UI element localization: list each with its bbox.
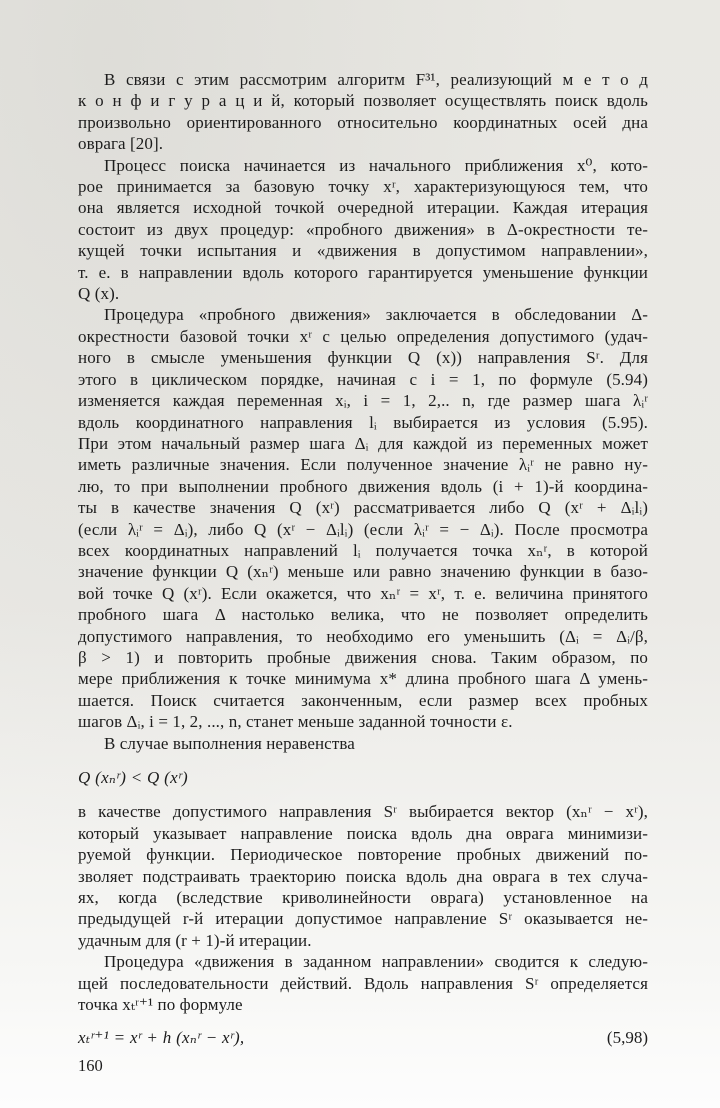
text-line: всех координатных направлений lᵢ получается точка xₙʳ, в которой — [78, 540, 648, 560]
text-line: удачным для (r + 1)-й итерации. — [78, 930, 312, 950]
text-line: В случае выполнения неравенства — [104, 733, 355, 753]
formula-expression: xₜʳ⁺¹ = xʳ + h (xₙʳ − xʳ), — [78, 1028, 245, 1048]
text-line: мере приближения к точке минимума x* длина пробного шага Δ умень- — [78, 669, 648, 689]
text-line: ях, когда (вследствие криволинейности оврага) установленное на — [78, 888, 648, 908]
paragraph — [78, 304, 648, 732]
text-line: она является исходной точкой очередной итерации. Каждая итерация — [78, 198, 648, 218]
paragraph — [78, 801, 648, 951]
text-line: ты в качестве значения Q (xʳ) рассматривается либо Q (xʳ + Δᵢlᵢ) — [78, 498, 648, 518]
text-line: В связи с этим рассмотрим алгоритм F³¹, реализующий м е т о д — [104, 70, 648, 89]
text-line: оврага [20]. — [78, 134, 164, 154]
text-line: вой точке Q (xʳ). Если окажется, что xₙʳ = xʳ, т. е. величина принятого — [78, 583, 648, 603]
text-line: Q (x). — [78, 284, 120, 304]
text-line: окрестности базовой точки xʳ с целью определения допустимого (удач- — [78, 326, 648, 346]
text-line: в качестве допустимого направления Sʳ выбирается вектор (xₙʳ − xʳ), — [78, 802, 648, 822]
text-line: шагов Δᵢ, i = 1, 2, ..., n, станет меньше заданной точности ε. — [78, 712, 513, 732]
text-line: β > 1) и повторить пробные движения снова. Таким образом, по — [78, 647, 648, 667]
paragraph — [78, 951, 648, 1015]
formula-number: (5,98) — [606, 1028, 648, 1048]
text-line: щей последовательности действий. Вдоль направления Sʳ определяется — [78, 973, 648, 993]
paragraph — [78, 69, 648, 155]
text-block — [78, 69, 648, 1076]
text-line: допустимого направления, то необходимо его уменьшить (Δᵢ = Δᵢ/β, — [78, 626, 648, 646]
paragraph — [78, 733, 648, 754]
text-line: этого в циклическом порядке, начиная с i = 1, по формуле (5.94) — [78, 369, 648, 389]
formula-5-98 — [78, 1027, 648, 1048]
text-line: кущей точки испытания и «движения в допустимом направлении», — [78, 241, 648, 261]
text-line: лю, то при выполнении пробного движения вдоль (i + 1)-й координа- — [78, 476, 648, 496]
text-line: руемой функции. Периодическое повторение пробных движений по- — [78, 845, 648, 865]
text-line: пробного шага Δ настолько велика, что не позволяет определить — [78, 605, 648, 625]
text-line: иметь различные значения. Если полученное значение λᵢʳ не равно ну- — [78, 455, 648, 475]
text-line: рое принимается за базовую точку xʳ, характеризующуюся тем, что — [78, 177, 648, 197]
text-line: При этом начальный размер шага Δᵢ для каждой из переменных может — [78, 433, 648, 453]
paragraph — [78, 155, 648, 305]
text-line: состоит из двух процедур: «пробного движения» в Δ-окрестности те- — [78, 219, 648, 239]
text-line: к о н ф и г у р а ц и й, который позволяет осуществлять поиск вдоль — [78, 91, 648, 111]
text-line: предыдущей r-й итерации допустимое направление Sʳ оказывается не- — [78, 909, 648, 929]
text-line: вдоль координатного направления lᵢ выбирается из условия (5.95). — [78, 412, 648, 432]
text-line: значение функции Q (xₙʳ) меньше или равно значению функции в базо- — [78, 562, 648, 582]
text-line: произвольно ориентированного относительно координатных осей дна — [78, 112, 648, 132]
text-line: Процесс поиска начинается из начального приближения x⁰, кото- — [104, 155, 648, 175]
text-line: изменяется каждая переменная xᵢ, i = 1, 2,.. n, где размер шага λᵢʳ — [78, 391, 648, 411]
text-line: Процедура «движения в заданном направлении» сводится к следую- — [104, 952, 648, 972]
text-line: который указывает направление поиска вдоль дна оврага минимизи- — [78, 823, 648, 843]
text-line: Процедура «пробного движения» заключается в обследовании Δ- — [104, 305, 648, 325]
text-line: точка xₜʳ⁺¹ по формуле — [78, 995, 243, 1015]
text-line: шается. Поиск считается законченным, если размер всех пробных — [78, 690, 648, 710]
text-line: зволяет подстраивать траекторию поиска вдоль дна оврага в тех случа- — [78, 866, 648, 886]
page-number: 160 — [78, 1055, 103, 1075]
text-line: (если λᵢʳ = Δᵢ), либо Q (xʳ − Δᵢlᵢ) (если λᵢʳ = − Δᵢ). После просмотра — [78, 519, 648, 539]
formula-inequality: Q (xₙʳ) < Q (xʳ) — [78, 768, 189, 787]
text-line: ного в смысле уменьшения функции Q (x)) направления Sʳ. Для — [78, 348, 648, 368]
text-line: т. е. в направлении вдоль которого гарантируется уменьшение функции — [78, 262, 648, 282]
